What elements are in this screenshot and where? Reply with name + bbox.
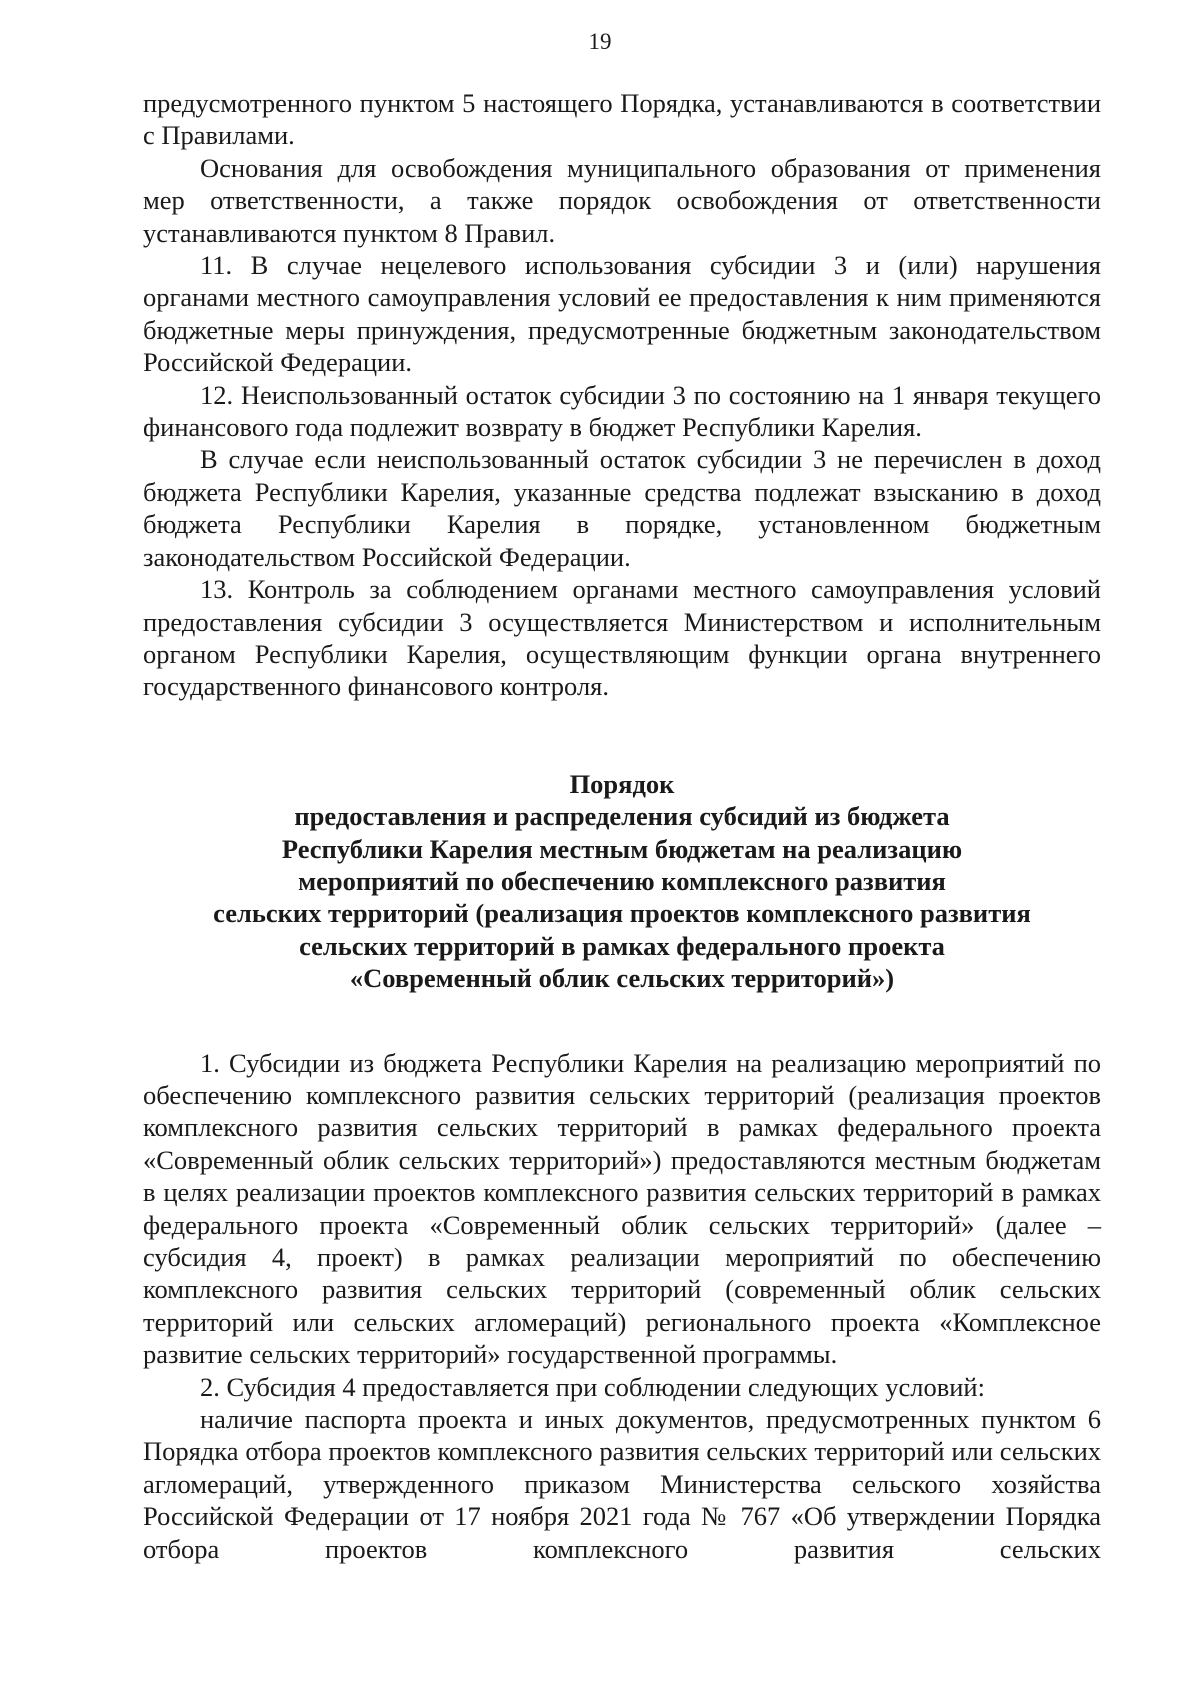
paragraphs-bottom — [143, 1047, 1101, 1566]
paragraph: 2. Субсидия 4 предоставляется при соблюдении следующих условий: — [200, 1371, 985, 1402]
section-title-line: сельских территорий в рамках федерального проекта — [299, 930, 945, 961]
section-title-line: предоставления и распределения субсидий из бюджета — [294, 801, 950, 832]
section-title-line: Порядок — [569, 768, 675, 799]
paragraph: В случае если неиспользованный остаток субсидии 3 не перечислен в доход бюджета Республики Карелия, указанные средства подлежат взысканию в доход бюджета Республики Карелия в порядке, установленном бюджетным законодательством Российской Федерации. — [143, 444, 1101, 572]
section-title-line: сельских территорий (реализация проектов комплексного развития — [213, 898, 1031, 929]
page-content — [143, 87, 1101, 1565]
paragraph: 13. Контроль за соблюдением органами местного самоуправления условий предоставления субсидии 3 осуществляется Министерством и исполнительным органом Республики Карелия, осуществляющим функции органа внутреннего государственного финансового контроля. — [143, 574, 1101, 702]
section-title-line: мероприятий по обеспечению комплексного развития — [298, 865, 946, 896]
section-title-line: Республики Карелия местным бюджетам на реализацию — [281, 833, 963, 864]
paragraph: предусмотренного пунктом 5 настоящего Порядка, устанавливаются в соответствии с Правилами. — [143, 88, 1101, 151]
paragraph: наличие паспорта проекта и иных документов, предусмотренных пунктом 6 Порядка отбора проектов комплексного развития сельских территорий или сельских агломераций, утвержденного приказом Министерства сельского хозяйства Российской Федерации от 17 ноября 2021 года № 767 «Об утверждении Порядка отбора проектов комплексного развития сельских — [143, 1404, 1101, 1564]
section-title — [143, 703, 1101, 1047]
paragraph: 1. Субсидии из бюджета Республики Карелия на реализацию мероприятий по обеспечению комплексного развития сельских территорий (реализация проектов комплексного развития сельских территорий в рамках федерального проекта «Современный облик сельских территорий») предоставляются местным бюджетам в целях реализации проектов комплексного развития сельских территорий в рамках федерального проекта «Современный облик сельских территорий» (далее – субсидия 4, проект) в рамках реализации мероприятий по обеспечению комплексного развития сельских территорий (современный облик сельских территорий или сельских агломераций) регионального проекта «Комплексное развитие сельских территорий» государственной программы. — [143, 1047, 1101, 1370]
paragraph: Основания для освобождения муниципального образования от применения мер ответственности, а также порядок освобождения от ответственности устанавливаются пунктом 8 Правил. — [143, 152, 1101, 248]
paragraph: 11. В случае нецелевого использования субсидии 3 и (или) нарушения органами местного самоуправления условий ее предоставления к ним применяются бюджетные меры принуждения, предусмотренные бюджетным законодательством Российской Федерации. — [143, 250, 1101, 378]
paragraph: 12. Неиспользованный остаток субсидии 3 по состоянию на 1 января текущего финансового года подлежит возврату в бюджет Республики Карелия. — [143, 379, 1101, 443]
page-number: 19 — [588, 29, 612, 54]
section-title-line: «Современный облик сельских территорий») — [349, 963, 895, 994]
paragraphs-top — [143, 87, 1101, 703]
